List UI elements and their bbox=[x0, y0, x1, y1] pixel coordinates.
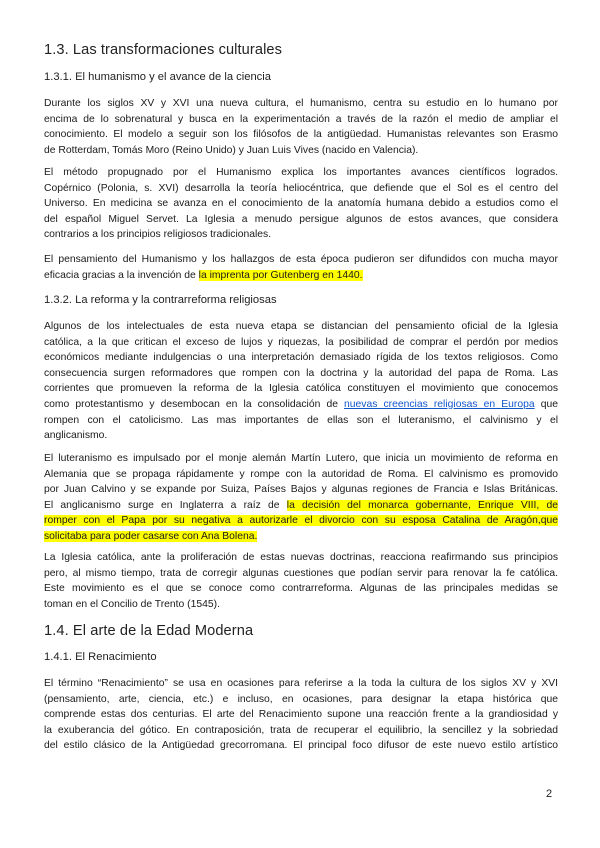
text-line: pero, al mismo tiempo, trata de corregir algunas cuestiones que podían servir para renovar la fe católica. bbox=[44, 567, 558, 579]
subsection-heading-1-3-2: 1.3.2. La reforma y la contrarreforma religiosas bbox=[44, 294, 277, 306]
link-nuevas-creencias[interactable]: nuevas creencias religiosas en Europa bbox=[344, 398, 535, 410]
text-line: (pensamiento, arte, ciencia, etc.) e incluso, en ocasiones, para designar la etapa histórica que bbox=[44, 693, 558, 705]
paragraph-imprenta bbox=[44, 252, 558, 283]
text-line: comprende estas dos centurias. El arte del Renacimiento supone una reacción frente a la grandiosidad y bbox=[44, 709, 558, 721]
text-line: encima de lo sobrenatural y busca en la experimentación a través de la razón el medio de ampliar el bbox=[44, 113, 558, 125]
text-line: El término “Renacimiento” se usa en ocasiones para referirse a la toda la cultura de los siglos XV y XVI bbox=[44, 678, 558, 689]
text-line: la exuberancia del gótico. En contraposición, trata de recuperar el equilibrio, la sencillez y la sobriedad bbox=[44, 724, 558, 736]
paragraph-luteranismo bbox=[44, 451, 558, 545]
text-line: Algunos de los intelectuales de esta nueva etapa se distancian del pensamiento oficial de la Iglesia bbox=[44, 321, 558, 332]
highlighted-text: solicitaba para poder casarse con Ana Bolena. bbox=[44, 530, 258, 542]
text-line bbox=[44, 513, 558, 529]
paragraph-reforma bbox=[44, 319, 558, 444]
text-fragment: como protestantismo y desembocan en la consolidación de bbox=[44, 398, 345, 410]
paragraph-renacimiento bbox=[44, 676, 558, 754]
text-fragment: eficacia gracias a la invención de bbox=[44, 269, 199, 281]
text-line: El luteranismo es impulsado por el monje alemán Martín Lutero, que inicia un movimiento de reforma en bbox=[44, 453, 558, 464]
highlighted-text: la imprenta por Gutenberg en 1440. bbox=[198, 269, 363, 281]
text-line: corrientes que promueven la reforma de la Iglesia católica constituyen el movimiento que conocemos bbox=[44, 383, 558, 395]
text-line: La Iglesia católica, ante la proliferación de estas nuevas doctrinas, reacciona reafirmando sus principios bbox=[44, 552, 558, 563]
text-line: Copérnico (Polonia, s. XVI) desarrolla la teoría heliocéntrica, que defiende que el Sol es el centro del bbox=[44, 182, 558, 194]
text-line: consecuencia surgen reformadores que rompen con la doctrina y la autoridad del papa de Roma. Las bbox=[44, 367, 558, 379]
text-line: Este movimiento es el que se conoce como contrarreforma. Algunas de las principales medidas se bbox=[44, 583, 558, 595]
text-line: Universo. En medicina se avanza en el conocimiento de la anatomía humana debido a estudios como el bbox=[44, 198, 558, 210]
text-line: anglicanismo. bbox=[44, 430, 108, 442]
text-line: contrarios a los principios religiosos tradicionales. bbox=[44, 229, 272, 241]
paragraph-humanismo bbox=[44, 96, 558, 158]
highlighted-text: romper con el Papa por su negativa a autorizarle el divorcio con su esposa Catalina de Aragón,que bbox=[44, 515, 558, 527]
page-number: 2 bbox=[546, 788, 553, 800]
text-line bbox=[44, 498, 558, 514]
text-line: católica, a la que critican el exceso de lujos y riquezas, la posibilidad de comprar el perdón por medios bbox=[44, 336, 558, 348]
text-line bbox=[44, 397, 558, 413]
subsection-heading-1-3-1: 1.3.1. El humanismo y el avance de la ciencia bbox=[44, 71, 271, 83]
text-fragment: que bbox=[534, 398, 558, 410]
paragraph-contrarreforma bbox=[44, 550, 558, 612]
section-heading-1-4: 1.4. El arte de la Edad Moderna bbox=[44, 623, 254, 639]
text-line: Alemania que se propaga rápidamente y rompe con la autoridad de Roma. El calvinismo es promovido bbox=[44, 468, 558, 480]
text-line: conocimiento. El modelo a seguir son los filósofos de la antigüedad. Humanistas relevantes son Erasmo bbox=[44, 129, 558, 141]
text-line: económicos mediante indulgencias o una interpretación demasiado rígida de los textos religiosos. Como bbox=[44, 352, 558, 364]
text-line: rompen con el catolicismo. Las mas importantes de ellas son el luteranismo, el calvinismo y el bbox=[44, 414, 558, 426]
text-line: del estilo clásico de la Antigüedad grecorromana. El principal foco difusor de este nuevo estilo artístico bbox=[44, 740, 558, 752]
subsection-heading-1-4-1: 1.4.1. El Renacimiento bbox=[44, 651, 157, 663]
text-line: El pensamiento del Humanismo y los hallazgos de esta época pudieron ser difundidos con mucha mayor bbox=[44, 254, 558, 265]
text-line: El método propugnado por el Humanismo explica los importantes avances científicos logrados. bbox=[44, 167, 558, 178]
section-heading-1-3: 1.3. Las transformaciones culturales bbox=[44, 42, 283, 58]
text-line: de Rotterdam, Tomás Moro (Reino Unido) y Juan Luis Vives (nacido en Valencia). bbox=[44, 144, 419, 156]
text-line: Durante los siglos XV y XVI una nueva cultura, el humanismo, centra su estudio en lo humano por bbox=[44, 98, 558, 109]
text-line: del español Miguel Servet. La Iglesia a menudo persigue algunos de estos avances, que considera bbox=[44, 213, 558, 225]
text-fragment: El anglicanismo surge en Inglaterra a raíz de bbox=[44, 499, 287, 511]
paragraph-metodo bbox=[44, 165, 558, 243]
text-line: toman en el Concilio de Trento (1545). bbox=[44, 598, 220, 610]
text-line bbox=[44, 268, 558, 284]
text-line bbox=[44, 529, 558, 545]
highlighted-text: la decisión del monarca gobernante, Enrique VIII, de bbox=[286, 499, 558, 511]
text-line: por Juan Calvino y se expande por Suiza, Países Bajos y algunas regiones de Francia e Islas Británicas. bbox=[44, 484, 558, 496]
